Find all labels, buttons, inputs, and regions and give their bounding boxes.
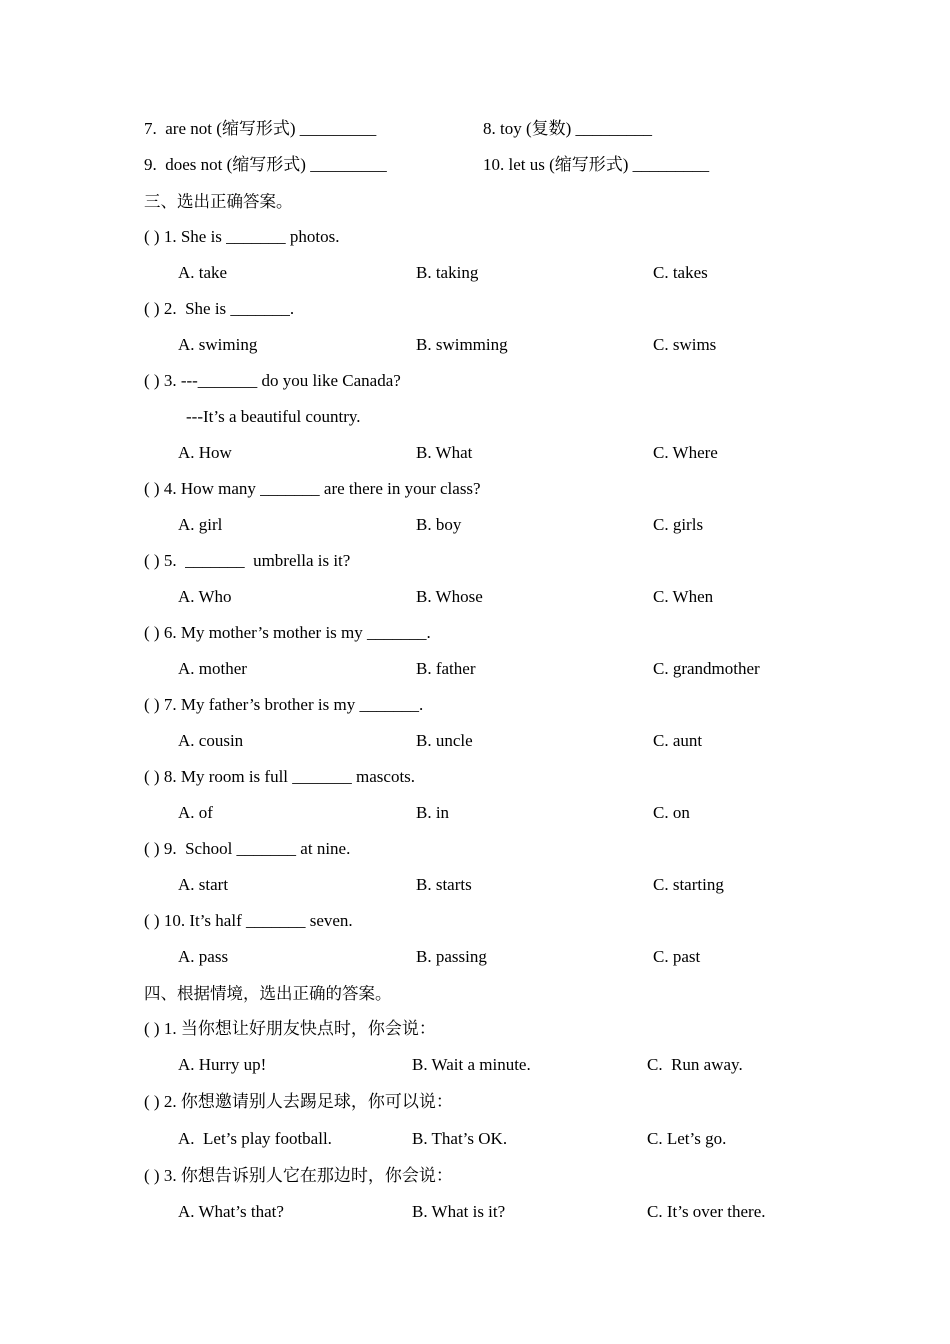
question-text: ( ) 3. ---_______ do you like Canada?	[144, 371, 401, 390]
option-c: C. grandmother	[653, 659, 760, 678]
section-title-text: 三、选出正确答案。	[144, 192, 293, 211]
option-a: A. Who	[178, 587, 232, 606]
options-row	[0, 801, 950, 825]
fill-in-row	[0, 117, 950, 141]
options-row	[0, 873, 950, 897]
option-a: A. cousin	[178, 731, 244, 750]
option-c: C. takes	[653, 263, 708, 282]
option-c: C. swims	[653, 335, 717, 354]
option-c: C. girls	[653, 515, 704, 534]
option-b: B. in	[416, 803, 450, 822]
option-b: B. father	[416, 659, 476, 678]
option-a: A. mother	[178, 659, 247, 678]
option-b: B. taking	[416, 263, 479, 282]
question-answer-line: ---It’s a beautiful country.	[186, 407, 361, 426]
question-text: ( ) 4. How many _______ are there in your class?	[144, 479, 481, 498]
option-b: B. starts	[416, 875, 472, 894]
option-a: A. girl	[178, 515, 223, 534]
question-stem	[0, 477, 950, 501]
option-c: C. on	[653, 803, 690, 822]
option-b: B. Wait a minute.	[412, 1055, 531, 1074]
section-title-text: 四、根据情境，选出正确的答案。	[144, 984, 392, 1003]
fill-in-item-9: 9. does not (缩写形式) _________	[144, 155, 387, 174]
option-b: B. What	[416, 443, 473, 462]
option-b: B. uncle	[416, 731, 473, 750]
question-stem	[0, 693, 950, 717]
options-row	[0, 657, 950, 681]
option-c: C. past	[653, 947, 701, 966]
fill-in-item-10: 10. let us (缩写形式) _________	[483, 155, 710, 174]
options-row	[0, 1127, 950, 1151]
option-c: C. Run away.	[647, 1055, 743, 1074]
question-text: ( ) 5. _______ umbrella is it?	[144, 551, 351, 570]
fill-in-row	[0, 153, 950, 177]
option-a: A. of	[178, 803, 213, 822]
question-stem	[0, 909, 950, 933]
option-a: A. pass	[178, 947, 229, 966]
question-stem	[0, 621, 950, 645]
question-text: ( ) 2. 你想邀请别人去踢足球，你可以说：	[144, 1092, 453, 1111]
question-stem	[0, 225, 950, 249]
option-a: A. How	[178, 443, 232, 462]
option-b: B. boy	[416, 515, 462, 534]
question-stem	[0, 837, 950, 861]
question-text: ( ) 1. She is _______ photos.	[144, 227, 340, 246]
options-row	[0, 585, 950, 609]
question-text: ( ) 9. School _______ at nine.	[144, 839, 351, 858]
options-row	[0, 1053, 950, 1077]
question-stem	[0, 1090, 950, 1114]
option-b: B. That’s OK.	[412, 1129, 508, 1148]
option-b: B. Whose	[416, 587, 483, 606]
options-row	[0, 513, 950, 537]
options-row	[0, 945, 950, 969]
option-a: A. What’s that?	[178, 1202, 284, 1221]
question-stem	[0, 1017, 950, 1041]
option-c: C. It’s over there.	[647, 1202, 766, 1221]
option-a: A. Let’s play football.	[178, 1129, 332, 1148]
section-4-title	[0, 982, 950, 1006]
options-row	[0, 333, 950, 357]
question-sub-line	[0, 405, 950, 429]
question-text: ( ) 1. 当你想让好朋友快点时，你会说：	[144, 1019, 436, 1038]
question-stem	[0, 297, 950, 321]
fill-in-item-8: 8. toy (复数) _________	[483, 119, 653, 138]
options-row	[0, 441, 950, 465]
option-a: A. Hurry up!	[178, 1055, 267, 1074]
question-text: ( ) 2. She is _______.	[144, 299, 295, 318]
option-b: B. swimming	[416, 335, 508, 354]
section-3-title	[0, 190, 950, 214]
options-row	[0, 729, 950, 753]
option-a: A. take	[178, 263, 228, 282]
question-text: ( ) 8. My room is full _______ mascots.	[144, 767, 416, 786]
option-c: C. Where	[653, 443, 718, 462]
option-b: B. What is it?	[412, 1202, 506, 1221]
options-row	[0, 1200, 950, 1224]
option-a: A. start	[178, 875, 229, 894]
option-a: A. swiming	[178, 335, 258, 354]
question-text: ( ) 10. It’s half _______ seven.	[144, 911, 353, 930]
question-text: ( ) 6. My mother’s mother is my _______.	[144, 623, 431, 642]
question-stem	[0, 1164, 950, 1188]
options-row	[0, 261, 950, 285]
question-stem	[0, 549, 950, 573]
question-text: ( ) 3. 你想告诉别人它在那边时，你会说：	[144, 1166, 453, 1185]
option-c: C. starting	[653, 875, 724, 894]
question-stem	[0, 765, 950, 789]
option-b: B. passing	[416, 947, 487, 966]
fill-in-item-7: 7. are not (缩写形式) _________	[144, 119, 377, 138]
question-text: ( ) 7. My father’s brother is my _______.	[144, 695, 424, 714]
option-c: C. aunt	[653, 731, 703, 750]
question-stem	[0, 369, 950, 393]
option-c: C. When	[653, 587, 714, 606]
option-c: C. Let’s go.	[647, 1129, 727, 1148]
